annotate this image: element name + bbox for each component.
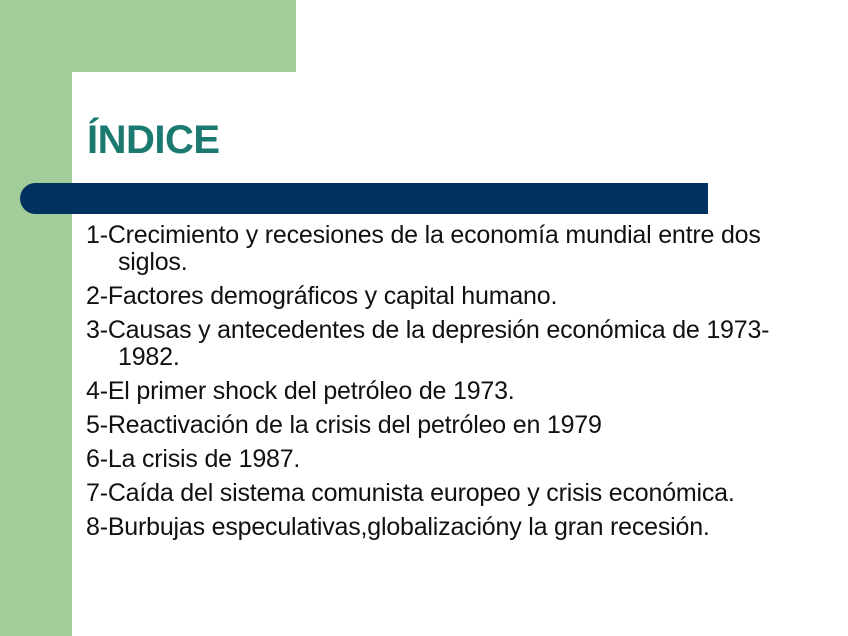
index-item-4: 4-El primer shock del petróleo de 1973. bbox=[86, 377, 515, 405]
index-item-2: 2-Factores demográficos y capital humano. bbox=[86, 282, 558, 310]
index-item-1: 1-Crecimiento y recesiones de la economía mundial entre dos siglos. bbox=[86, 221, 761, 276]
title-underline-bar bbox=[20, 183, 708, 214]
index-item-6: 6-La crisis de 1987. bbox=[86, 445, 301, 473]
slide-title: ÍNDICE bbox=[87, 118, 220, 162]
index-item-3: 3-Causas y antecedentes de la depresión económica de 1973-1982. bbox=[86, 316, 770, 371]
index-item-5: 5-Reactivación de la crisis del petróleo en 1979 bbox=[86, 411, 602, 439]
decorative-green-band-left bbox=[0, 0, 72, 636]
index-item-8: 8-Burbujas especulativas,globalizacióny la gran recesión. bbox=[86, 513, 710, 541]
index-list bbox=[86, 222, 786, 548]
index-item-7: 7-Caída del sistema comunista europeo y crisis económica. bbox=[86, 479, 735, 507]
